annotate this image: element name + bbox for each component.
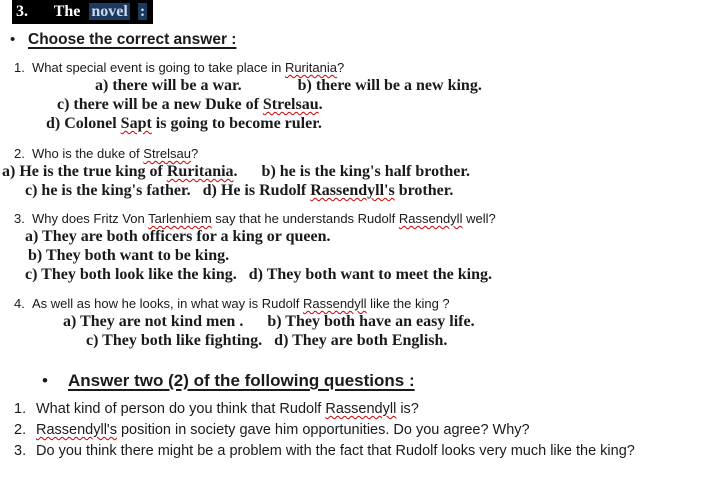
text-run: Do you think there might be a problem with the fact that Rudolf looks very much like the king? xyxy=(36,443,635,459)
misspelled-word: Rassendyll's xyxy=(310,182,395,199)
text-run: . xyxy=(318,96,323,113)
text-run: d) They both want to meet the king. xyxy=(248,266,493,283)
text-run: c) he is the king's father. xyxy=(25,182,191,199)
text-run xyxy=(262,332,274,349)
question-text xyxy=(32,295,450,312)
mcq-question-3 xyxy=(0,210,720,284)
text-run: c) there will be a new Duke of xyxy=(57,96,263,113)
question-stem xyxy=(0,145,720,162)
text-run xyxy=(238,163,262,180)
misspelled-word: Rassendyll xyxy=(325,401,397,417)
text-run: c) They both look like the king. xyxy=(25,266,237,283)
section-title-colon: : xyxy=(139,3,146,20)
text-run: brother. xyxy=(394,182,454,199)
question-number: 2. xyxy=(14,422,27,438)
text-run: Who is the duke of xyxy=(32,146,144,161)
text-run: position in society gave him opportunities. Do you agree? Why? xyxy=(116,422,530,438)
choose-answer-header xyxy=(10,31,236,49)
misspelled-word: Sapt xyxy=(120,115,152,132)
misspelled-word: Rassendyll xyxy=(398,211,463,226)
question-number: 4. xyxy=(14,296,25,311)
text-run: a) He is the true king of xyxy=(2,163,167,180)
option-line xyxy=(0,331,720,350)
misspelled-word: Rassendyll's xyxy=(36,422,117,438)
option-line xyxy=(0,246,720,265)
text-run: b) They both want to be king. xyxy=(28,247,230,264)
essay-question-2 xyxy=(0,420,720,441)
option-line xyxy=(0,76,720,95)
essay-question-3 xyxy=(0,441,720,462)
question-text xyxy=(36,420,530,441)
question-stem xyxy=(0,59,720,76)
question-text xyxy=(36,399,419,420)
text-run: d) They are both English. xyxy=(274,332,448,349)
text-run: d) Colonel xyxy=(46,115,121,132)
section-title-bar xyxy=(12,0,153,24)
question-number: 1. xyxy=(14,401,27,417)
bullet-icon: • xyxy=(10,31,16,48)
question-text xyxy=(32,59,344,76)
question-text xyxy=(32,145,198,162)
text-run: say that he understands Rudolf xyxy=(211,211,399,226)
option-line xyxy=(0,227,720,246)
section-title-highlight: novel xyxy=(91,3,128,20)
essay-question-list xyxy=(0,399,720,462)
text-run: is? xyxy=(396,401,419,417)
text-run: a) there will be a war. xyxy=(95,77,242,94)
text-run: What kind of person do you think that Rudolf xyxy=(36,401,326,417)
text-run: a) They are both officers for a king or queen. xyxy=(25,228,331,245)
text-run: a) They are not kind men . xyxy=(63,313,244,330)
text-run xyxy=(243,313,267,330)
text-run: d) He is Rudolf xyxy=(202,182,311,199)
text-run xyxy=(237,266,249,283)
misspelled-word: Strelsau xyxy=(143,146,191,161)
option-line xyxy=(0,265,720,284)
option-line xyxy=(0,95,720,114)
misspelled-word: Ruritania xyxy=(284,60,337,75)
mcq-question-4 xyxy=(0,295,720,350)
text-run: . xyxy=(233,163,238,180)
essay-question-1 xyxy=(0,399,720,420)
question-stem xyxy=(0,295,720,312)
option-line xyxy=(0,114,720,133)
misspelled-word: Strelsau xyxy=(262,96,319,113)
question-text xyxy=(32,210,496,227)
mcq-question-2 xyxy=(0,145,720,200)
text-run: is going to become ruler. xyxy=(151,115,322,132)
text-run: like the king ? xyxy=(366,296,450,311)
mcq-question-1 xyxy=(0,59,720,133)
option-line xyxy=(0,181,720,200)
misspelled-word: Ruritania xyxy=(166,163,234,180)
question-stem xyxy=(0,210,720,227)
question-number: 2. xyxy=(14,146,25,161)
option-line xyxy=(0,312,720,331)
misspelled-word: Rassendyll xyxy=(302,296,367,311)
text-run: b) there will be a new king. xyxy=(297,77,482,94)
text-run: well? xyxy=(462,211,496,226)
text-run: ? xyxy=(190,146,199,161)
answer-two-header xyxy=(42,371,415,391)
text-run: What special event is going to take place in xyxy=(32,60,285,75)
misspelled-word: Tarlenhiem xyxy=(148,211,212,226)
question-number: 1. xyxy=(14,60,25,75)
text-run: Why does Fritz Von xyxy=(32,211,149,226)
bullet-icon: • xyxy=(42,371,48,390)
question-number: 3. xyxy=(14,443,27,459)
question-number: 3. xyxy=(14,211,25,226)
text-run: ? xyxy=(336,60,345,75)
text-run: As well as how he looks, in what way is Rudolf xyxy=(32,296,303,311)
text-run xyxy=(242,77,298,94)
text-run: b) he is the king's half brother. xyxy=(261,163,471,180)
text-run xyxy=(191,182,203,199)
answer-two-header-label: Answer two (2) of the following questions : xyxy=(68,371,415,390)
section-number: 3. xyxy=(16,3,28,20)
section-title-word: The xyxy=(53,3,81,20)
text-run: b) They both have an easy life. xyxy=(267,313,475,330)
text-run: c) They both like fighting. xyxy=(86,332,263,349)
question-text xyxy=(36,441,635,462)
choose-answer-header-label: Choose the correct answer : xyxy=(28,31,237,48)
option-line xyxy=(0,162,720,181)
